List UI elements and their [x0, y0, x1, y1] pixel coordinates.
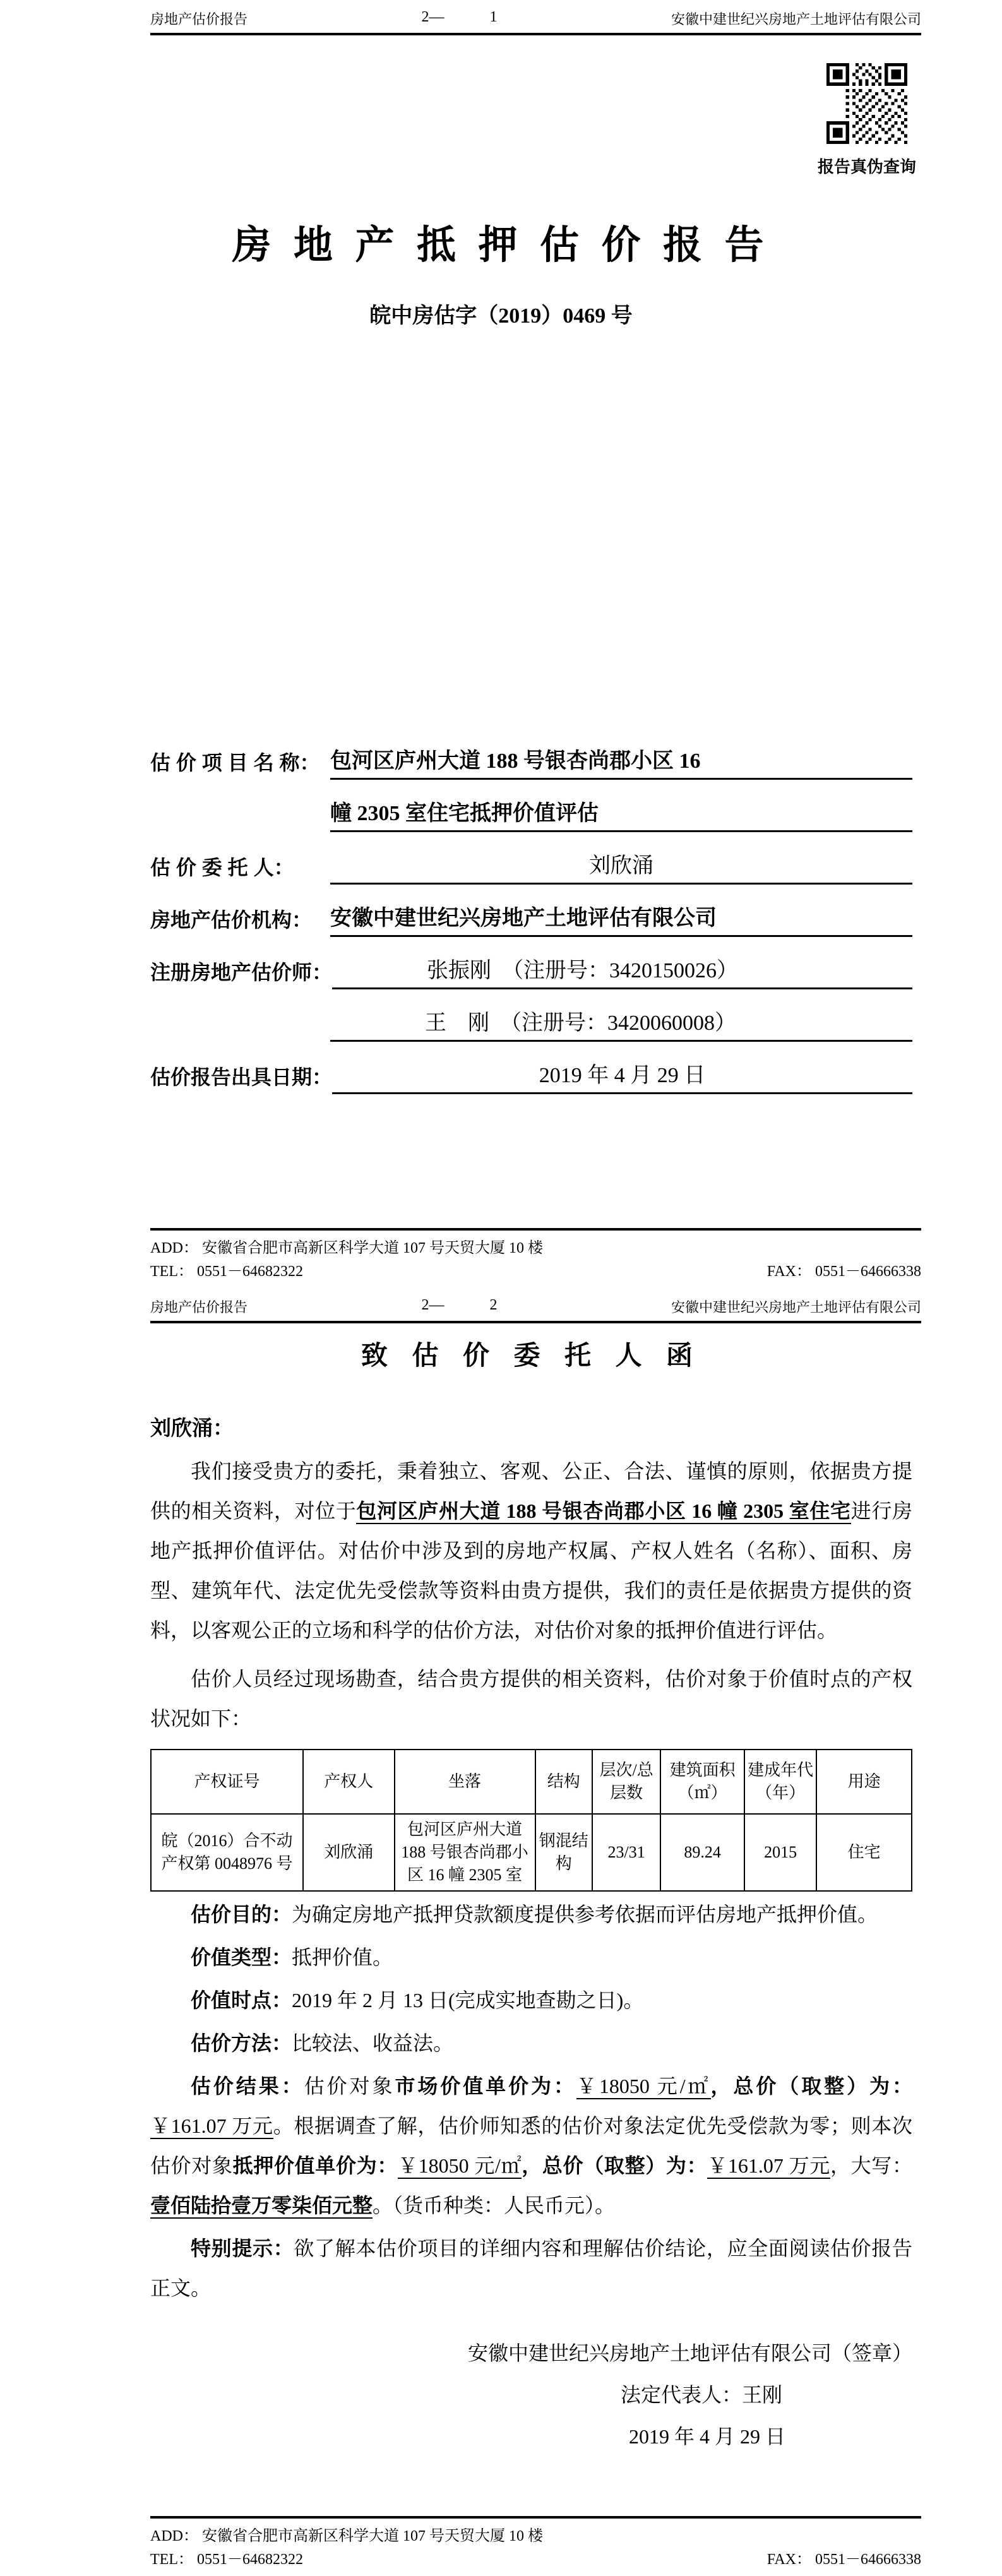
- header-page-total: 2—: [421, 9, 444, 25]
- subject-property-address: 包河区庐州大道 188 号银杏尚郡小区 16 幢 2305 室住宅: [356, 1500, 850, 1524]
- result-text-2: 。根据调查了解，估价师知悉的估价对象法定优先受偿款为零；则本次估价对象: [150, 2114, 912, 2177]
- client-value: 刘欣涌: [330, 848, 912, 885]
- result-text-3: 。（货币种类：人民币元）。: [373, 2194, 616, 2217]
- signature-date: 2019 年 4 月 29 日: [629, 2425, 786, 2448]
- footer-contacts: [150, 2548, 921, 2572]
- result-paragraph: [150, 2066, 912, 2226]
- col-owner: 产权人: [303, 1750, 395, 1814]
- market-unit-price: ￥18050 元/㎡: [576, 2075, 711, 2099]
- market-total-price: ￥161.07 万元: [150, 2114, 273, 2139]
- footer-tel: TEL： 0551－64682322: [150, 2551, 303, 2568]
- footer-fax: FAX： 0551－64666338: [766, 2551, 921, 2568]
- field-appraiser-2: [150, 989, 912, 1042]
- cell-use: 住宅: [816, 1814, 912, 1891]
- page-header: [150, 1297, 921, 1323]
- footer-fax: FAX： 0551－64666338: [766, 1263, 921, 1280]
- amount-in-words: 壹佰陆拾壹万零柒佰元整: [150, 2194, 373, 2219]
- table-header-row: [151, 1750, 912, 1814]
- header-page-indicator: [422, 9, 498, 26]
- special-note-label: 特别提示：: [191, 2237, 294, 2260]
- cover-form: [150, 727, 912, 1094]
- value-date-line: [150, 1981, 912, 2020]
- col-use: 用途: [816, 1750, 912, 1814]
- survey-paragraph: 估价人员经过现场勘查，结合贵方提供的相关资料，估价对象于价值时点的产权状况如下：: [150, 1667, 912, 1730]
- purpose-label: 估价目的：: [191, 1903, 292, 1926]
- intro-paragraph: [150, 1452, 912, 1650]
- result-text-1: 估价对象: [304, 2075, 395, 2097]
- purpose-text: 为确定房地产抵押贷款额度提供参考依据而评估房地产抵押价值。: [292, 1903, 878, 1926]
- footer-address: ADD： 安徽省合肥市高新区科学大道 107 号天贸大厦 10 楼: [150, 1240, 543, 1256]
- col-certificate-no: 产权证号: [151, 1750, 303, 1814]
- project-name-value-line1: 包河区庐州大道 188 号银杏尚郡小区 16: [330, 743, 912, 780]
- header-company-name: 安徽中建世纪兴房地产土地评估有限公司: [671, 1299, 921, 1315]
- issue-date-label: 估价报告出具日期：: [150, 1066, 333, 1088]
- field-client: [150, 832, 912, 885]
- qr-code-icon: [826, 63, 907, 144]
- report-number: 皖中房估字（2019）0469 号: [369, 304, 633, 328]
- cell-year-built: 2015: [744, 1814, 816, 1891]
- footer-address: ADD： 安徽省合肥市高新区科学大道 107 号天贸大厦 10 楼: [150, 2528, 543, 2544]
- value-type-text: 抵押价值。: [292, 1946, 393, 1969]
- salutation: 刘欣涌：: [150, 1416, 234, 1440]
- issue-date-value: 2019 年 4 月 29 日: [332, 1058, 912, 1094]
- result-total-label: ，总价（取整）为：: [710, 2075, 912, 2097]
- signature-block: [150, 2332, 912, 2457]
- cell-floor: 23/31: [592, 1814, 660, 1891]
- header-doc-type: 房地产估价报告: [150, 11, 248, 27]
- page-2: [0, 1288, 1002, 2576]
- report-verification-label: 报告真伪查询: [817, 157, 916, 176]
- special-note-text: 欲了解本估价项目的详细内容和理解估价结论，应全面阅读估价报告正文。: [150, 2237, 912, 2299]
- cell-owner: 刘欣涌: [303, 1814, 395, 1891]
- value-type-line: [150, 1938, 912, 1977]
- agency-label: 房地产估价机构：: [150, 909, 313, 931]
- value-date-label: 价值时点：: [191, 1989, 292, 2012]
- header-doc-type: 房地产估价报告: [150, 1299, 248, 1315]
- field-project-name-cont: [150, 780, 912, 832]
- legal-representative: 法定代表人：王刚: [621, 2383, 783, 2406]
- field-agency: [150, 885, 912, 937]
- col-floor: 层次/总层数: [592, 1750, 660, 1814]
- footer-tel: TEL： 0551－64682322: [150, 1263, 303, 1280]
- result-unit-price-label: 市场价值单价为：: [395, 2075, 576, 2097]
- cell-location: 包河区庐州大道 188 号银杏尚郡小区 16 幢 2305 室: [395, 1814, 535, 1891]
- appraiser-1-value: 张振刚 （注册号：3420150026）: [332, 953, 912, 989]
- letter-title: 致 估 价 委 托 人 函: [361, 1342, 701, 1371]
- page-header: [150, 9, 921, 35]
- col-floor-area: 建筑面积（㎡）: [660, 1750, 744, 1814]
- mortgage-unit-price: ￥18050 元/㎡: [398, 2154, 522, 2179]
- cell-floor-area: 89.24: [660, 1814, 744, 1891]
- purpose-line: [150, 1895, 912, 1935]
- intro-text-2: 进行房地产抵押价值评估。对估价中涉及到的房地产权属、产权人姓名（名称）、面积、房型、建筑年代、法定优先受偿款等资料由贵方提供，我们的责任是依据贵方提供的资料，以客观公正的立场和科学的估价方法，对估价对象的抵押价值进行评估。: [150, 1500, 912, 1642]
- header-page-total: 2—: [421, 1297, 444, 1313]
- report-title: 房 地 产 抵 押 估 价 报 告: [232, 224, 770, 267]
- agency-value: 安徽中建世纪兴房地产土地评估有限公司: [330, 900, 912, 937]
- method-text: 比较法、收益法。: [292, 2032, 454, 2054]
- cell-structure: 钢混结构: [535, 1814, 592, 1891]
- col-year-built: 建成年代（年）: [744, 1750, 816, 1814]
- mortgage-unit-price-label: 抵押价值单价为：: [232, 2154, 398, 2177]
- appraiser-2-value: 王 刚 （注册号：3420060008）: [330, 1005, 912, 1042]
- mortgage-total-price: ￥161.07 万元: [707, 2154, 830, 2179]
- col-structure: 结构: [535, 1750, 592, 1814]
- client-label: 估 价 委 托 人：: [150, 856, 294, 879]
- field-issue-date: [150, 1042, 912, 1094]
- method-label: 估价方法：: [191, 2032, 292, 2054]
- header-page-indicator: [422, 1297, 498, 1314]
- page-footer: [150, 2516, 921, 2572]
- project-name-label: 估 价 项 目 名 称：: [150, 751, 320, 774]
- intro-text-1: 我们接受贵方的委托，秉着独立、客观、公正、合法、谨慎的原则，依据贵方提供的相关资料，对位于: [150, 1460, 912, 1522]
- letter-body: [150, 1326, 912, 2457]
- special-note-paragraph: [150, 2229, 912, 2308]
- appraiser-label: 注册房地产估价师：: [150, 961, 333, 984]
- property-table: [150, 1749, 912, 1892]
- header-page-number: 1: [489, 9, 498, 25]
- value-type-label: 价值类型：: [191, 1946, 292, 1969]
- field-project-name: [150, 727, 912, 780]
- result-label: 估价结果：: [191, 2075, 304, 2097]
- result-caps-label: ，大写：: [830, 2154, 912, 2177]
- page-footer: [150, 1228, 921, 1284]
- project-name-label-spacer: [150, 828, 330, 832]
- appraiser-label-spacer: [150, 1038, 330, 1042]
- qr-verification-block: [817, 63, 916, 177]
- field-appraiser-1: [150, 937, 912, 989]
- method-line: [150, 2024, 912, 2063]
- signature-company: 安徽中建世纪兴房地产土地评估有限公司（签章）: [467, 2342, 912, 2364]
- header-page-number: 2: [489, 1297, 498, 1313]
- footer-contacts: [150, 1260, 921, 1284]
- mortgage-total-label: ，总价（取整）为：: [522, 2154, 708, 2177]
- col-location: 坐落: [395, 1750, 535, 1814]
- table-row: [151, 1814, 912, 1891]
- header-company-name: 安徽中建世纪兴房地产土地评估有限公司: [671, 11, 921, 27]
- project-name-value-line2: 幢 2305 室住宅抵押价值评估: [330, 796, 912, 832]
- value-date-text: 2019 年 2 月 13 日(完成实地查勘之日)。: [292, 1989, 644, 2012]
- cell-certificate-no: 皖（2016）合不动产权第 0048976 号: [151, 1814, 303, 1891]
